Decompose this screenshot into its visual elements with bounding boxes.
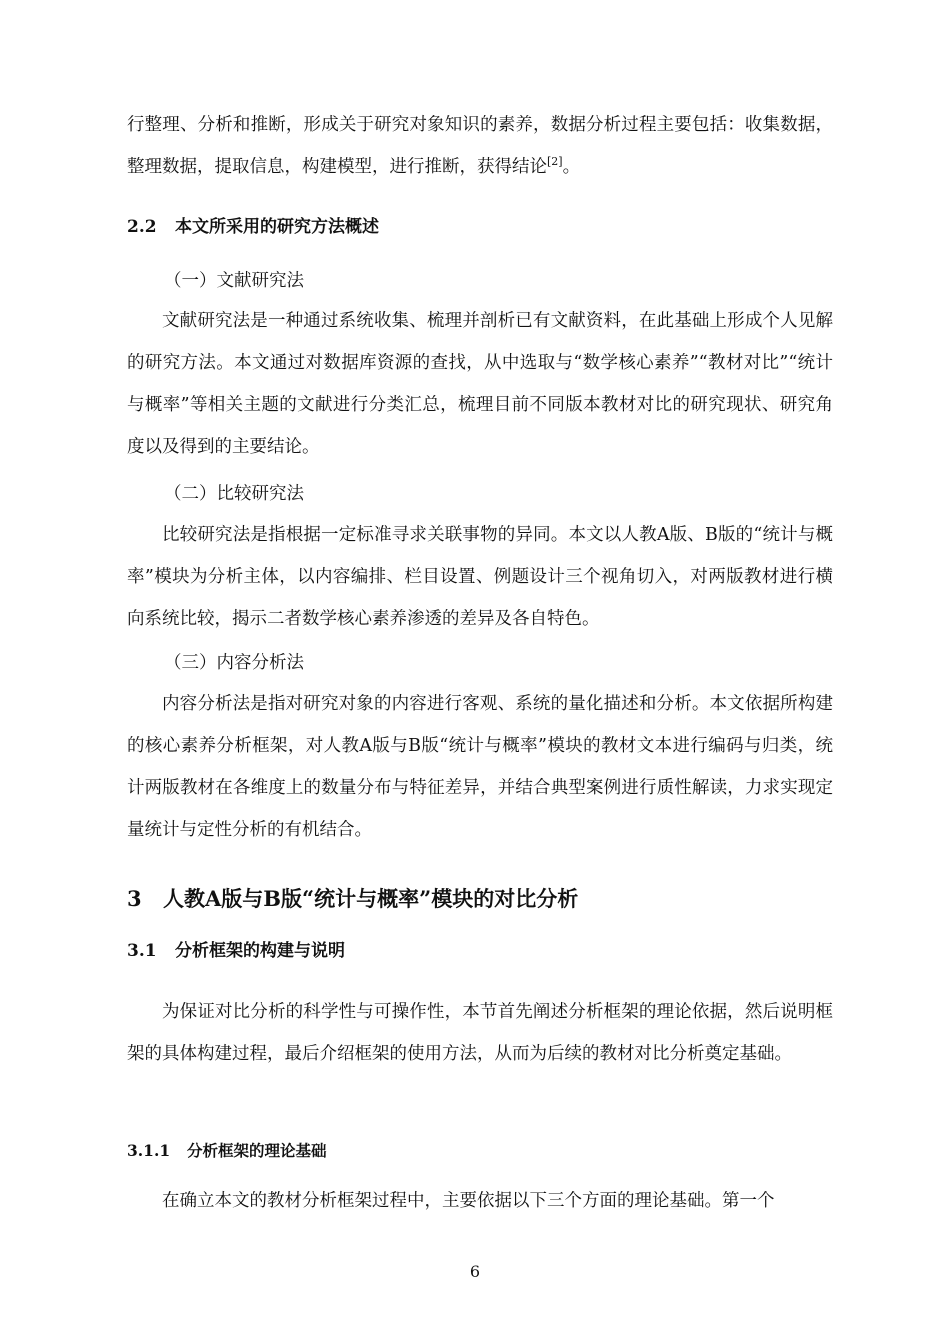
subsection-title: 分析框架的理论基础 bbox=[187, 1141, 327, 1160]
paragraph-literature-method: 文献研究法是一种通过系统收集、梳理并剖析已有文献资料，在此基础上形成个人见解的研究方法。本文通过对数据库资源的查找，从中选取与“数学核心素养”“教材对比”“统计与概率”等相关主题的文献进行分类汇总，梳理目前不同版本教材对比的研究现状、研究角度以及得到的主要结论。 bbox=[127, 311, 833, 457]
paragraph-theoretical-basis: 在确立本文的教材分析框架过程中，主要依据以下三个方面的理论基础。第一个 bbox=[162, 1191, 775, 1211]
chapter-number: 3 bbox=[127, 886, 142, 911]
subsection-number: 3.1.1 bbox=[127, 1141, 171, 1160]
paragraph-text: 行整理、分析和推断，形成关于研究对象知识的素养，数据分析过程主要包括：收集数据，整理数据，提取信息，构建模型，进行推断，获得结论 bbox=[127, 115, 833, 177]
method-heading-literature: （一）文献研究法 bbox=[164, 271, 304, 291]
paragraph-end: 。 bbox=[562, 157, 581, 177]
section-title: 分析框架的构建与说明 bbox=[175, 941, 345, 961]
page-number: 6 bbox=[469, 1262, 481, 1281]
paragraph-content-analysis: 内容分析法是指对研究对象的内容进行客观、系统的量化描述和分析。本文依据所构建的核心素养分析框架，对人教A版与B版“统计与概率”模块的教材文本进行编码与归类，统计两版教材在各维度上的数量分布与特征差异，并结合典型案例进行质性解读，力求实现定量统计与定性分析的有机结合。 bbox=[127, 694, 833, 840]
paragraph-framework-intro: 为保证对比分析的科学性与可操作性，本节首先阐述分析框架的理论依据，然后说明框架的具体构建过程，最后介绍框架的使用方法，从而为后续的教材对比分析奠定基础。 bbox=[127, 1002, 833, 1064]
method-heading-comparison: （二）比较研究法 bbox=[164, 484, 304, 504]
citation-ref[interactable]: [2] bbox=[547, 155, 563, 169]
section-heading-2-2 bbox=[127, 214, 833, 240]
subsection-heading-3-1-1 bbox=[127, 1139, 833, 1163]
section-number: 2.2 bbox=[127, 217, 157, 237]
chapter-heading-3 bbox=[127, 884, 833, 914]
method-heading-content-analysis: （三）内容分析法 bbox=[164, 653, 304, 673]
paragraph-comparison-method: 比较研究法是指根据一定标准寻求关联事物的异同。本文以人教A版、B版的“统计与概率”模块为分析主体，以内容编排、栏目设置、例题设计三个视角切入，对两版教材进行横向系统比较，揭示二者数学核心素养渗透的差异及各自特色。 bbox=[127, 525, 833, 629]
section-heading-3-1 bbox=[127, 938, 833, 964]
paragraph-data-analysis bbox=[127, 104, 833, 188]
chapter-title: 人教A版与B版“统计与概率”模块的对比分析 bbox=[163, 886, 579, 911]
section-title: 本文所采用的研究方法概述 bbox=[175, 217, 379, 237]
section-number: 3.1 bbox=[127, 941, 157, 961]
